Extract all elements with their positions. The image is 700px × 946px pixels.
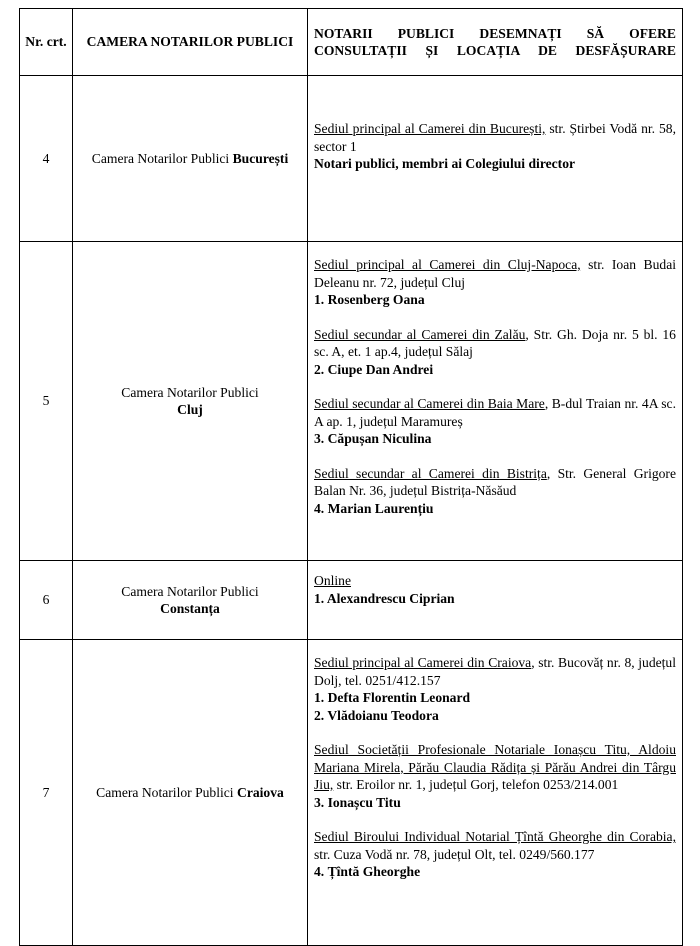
row-number: 7: [20, 640, 73, 946]
notary-name: 2. Ciupe Dan Andrei: [314, 361, 434, 377]
camera-prefix: Camera Notarilor Publici: [121, 583, 259, 599]
camera-name: [73, 76, 308, 242]
location-address: str. Cuza Vodă nr. 78, județul Olt, tel. 0249/560.177: [314, 846, 595, 862]
location-entry: [314, 326, 676, 379]
notary-name: 3. Căpușan Niculina: [314, 431, 432, 446]
locations-cell: [308, 561, 683, 640]
location-entry: [314, 465, 676, 518]
notary-name: 1. Rosenberg Oana: [314, 292, 425, 307]
location-address: , Str. General Grigore Balan Nr. 36, județul Bistrița-Năsăud: [314, 465, 676, 498]
location-address: , B-dul Traian nr. 4A sc. A ap. 1, județul Maramureș: [314, 396, 676, 429]
table-row: [20, 640, 683, 946]
camera-city: Constanța: [160, 601, 220, 616]
location-entry: [314, 654, 676, 724]
location-place: Online: [314, 573, 351, 588]
location-address: , Str. Gh. Doja nr. 5 bl. 16 sc. A, et. 1 ap.4, județul Sălaj: [314, 326, 676, 359]
row-number: 6: [20, 561, 73, 640]
location-place: Sediul principal al Camerei din Craiova: [314, 655, 532, 670]
location-place: Sediul secundar al Camerei din Zalău: [314, 326, 526, 342]
locations-cell: [308, 640, 683, 946]
location-entry: [314, 741, 676, 811]
locations-cell: [308, 76, 683, 242]
camera-name: [73, 561, 308, 640]
table-row: [20, 76, 683, 242]
location-place: Sediul Biroului Individual Notarial Țîntă Gheorghe din Corabia,: [314, 829, 676, 844]
notary-name: 3. Ionașcu Titu: [314, 794, 401, 810]
location-entry: [314, 828, 676, 881]
location-place: Sediul principal al Camerei din Cluj-Napoca,: [314, 257, 581, 272]
notary-name: Notari publici, membri ai Colegiului director: [314, 156, 576, 171]
notary-name: 4. Țîntă Gheorghe: [314, 864, 421, 879]
notary-name: 2. Vlădoianu Teodora: [314, 707, 439, 723]
camera-prefix: Camera Notarilor Publici: [121, 384, 259, 400]
location-place: Sediul principal al Camerei din București,: [314, 121, 546, 136]
notary-name: 1. Alexandrescu Ciprian: [314, 590, 455, 606]
row-number: 4: [20, 76, 73, 242]
notaries-table: [19, 8, 683, 946]
header-nr: Nr. crt.: [20, 9, 73, 76]
camera-city: Craiova: [237, 784, 284, 800]
location-place: Sediul Societății Profesionale Notariale Ionașcu Titu, Aldoiu Mariana Mirela, Părău Claudia Rădița și Părău Andrei din Târgu Jiu,: [314, 742, 676, 792]
locations-cell: [308, 242, 683, 561]
camera-city: București: [232, 150, 289, 166]
location-entry: [314, 120, 676, 173]
table-row: [20, 242, 683, 561]
location-address: str. Știrbei Vodă nr. 58, sector 1: [314, 121, 676, 154]
location-entry: [314, 395, 676, 448]
location-entry: [314, 572, 676, 607]
table-header-row: [20, 9, 683, 76]
row-number: 5: [20, 242, 73, 561]
location-entry: [314, 256, 676, 309]
notary-name: 4. Marian Laurențiu: [314, 500, 434, 516]
notary-name: 1. Defta Florentin Leonard: [314, 690, 471, 705]
header-camera: CAMERA NOTARILOR PUBLICI: [73, 9, 308, 76]
camera-name: [73, 242, 308, 561]
location-address: , str. Bucovăț nr. 8, județul Dolj, tel. 0251/412.157: [314, 655, 677, 688]
location-place: Sediul secundar al Camerei din Baia Mare: [314, 396, 545, 411]
camera-name: [73, 640, 308, 946]
camera-prefix: Camera Notarilor Publici: [91, 150, 230, 166]
header-notari: NOTARII PUBLICI DESEMNAȚI SĂ OFERE CONSULTAȚII ȘI LOCAȚIA DE DESFĂȘURARE: [308, 9, 683, 76]
table-row: [20, 561, 683, 640]
location-address: str. Ioan Budai Deleanu nr. 72, județul Cluj: [314, 257, 677, 290]
location-place: Sediul secundar al Camerei din Bistrița: [314, 465, 547, 481]
camera-city: Cluj: [177, 402, 203, 417]
camera-prefix: Camera Notarilor Publici: [96, 784, 234, 800]
location-address: str. Eroilor nr. 1, județul Gorj, telefon 0253/214.001: [333, 777, 619, 792]
